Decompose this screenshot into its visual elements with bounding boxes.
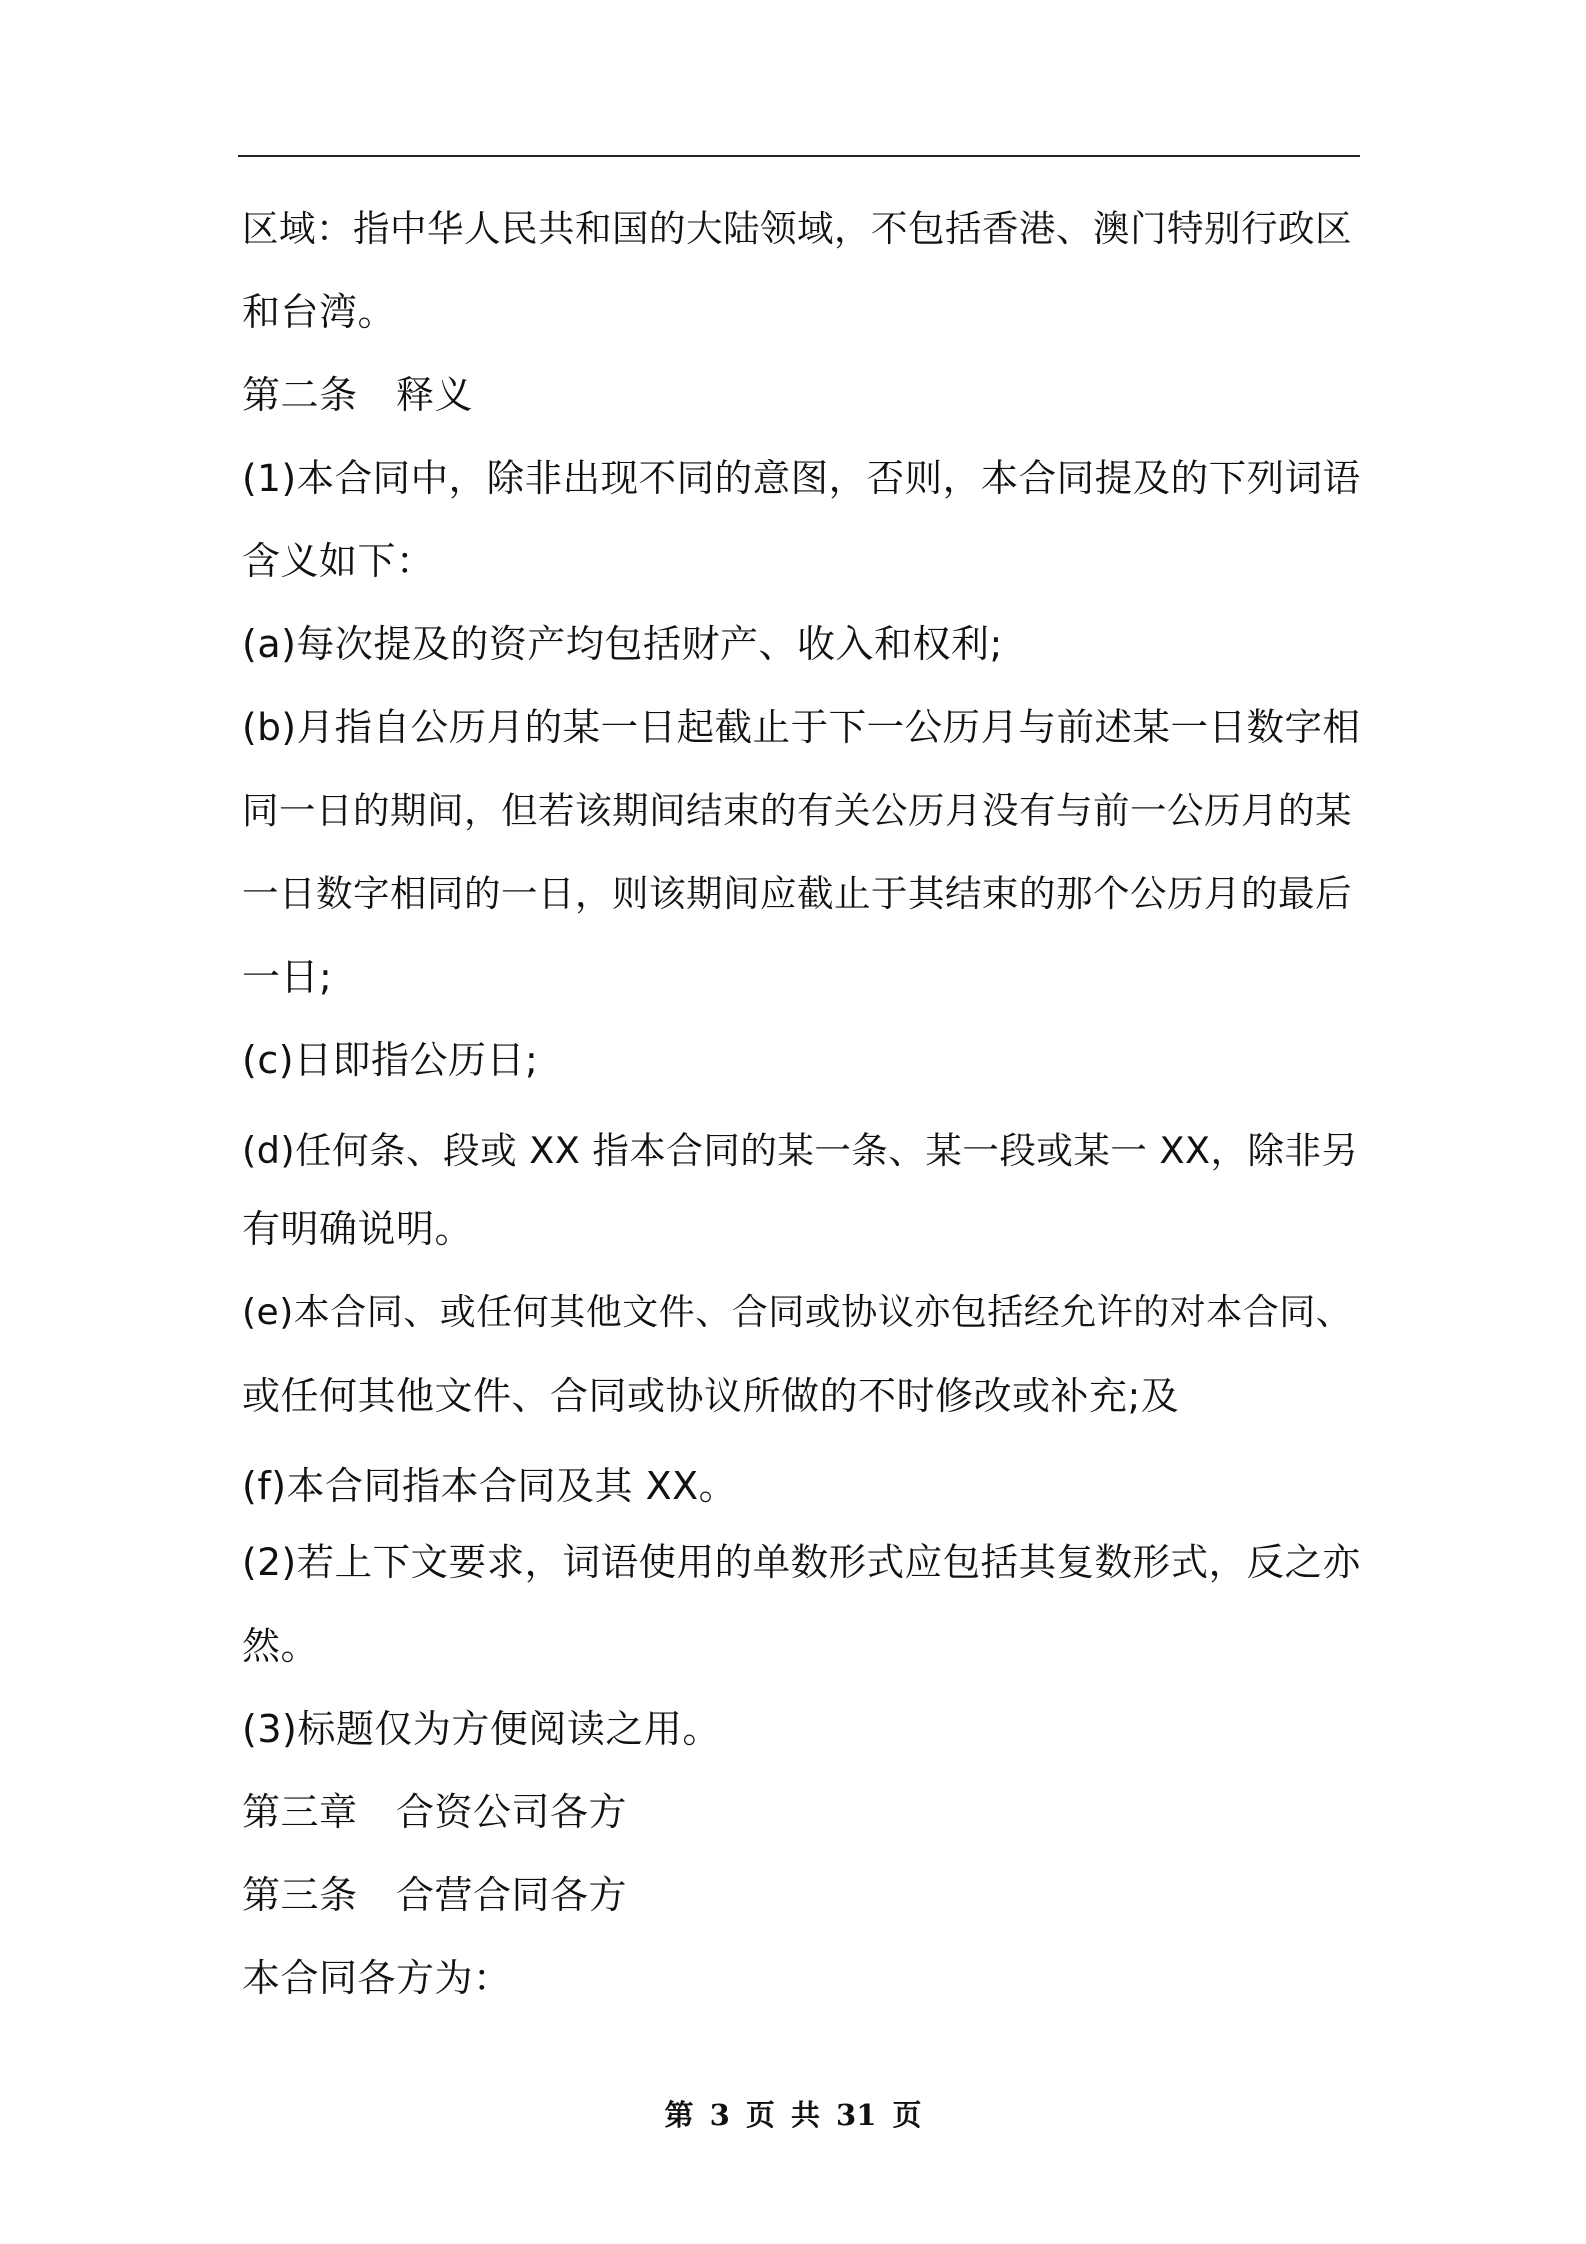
text-line: (c)日即指公历日; (242, 1038, 539, 1082)
text-line: 同一日的期间，但若该期间结束的有关公历月没有与前一公历月的某 (242, 789, 1352, 832)
article-heading: 第二条 释义 (242, 373, 474, 417)
text-line: (e)本合同、或任何其他文件、合同或协议亦包括经允许的对本合同、 (242, 1292, 1353, 1333)
text-line: 一日数字相同的一日，则该期间应截止于其结束的那个公历月的最后 (242, 872, 1352, 915)
text-line: (b)月指自公历月的某一日起截止于下一公历月与前述某一日数字相 (242, 705, 1361, 749)
chapter-heading: 第三章 合资公司各方 (242, 1790, 628, 1834)
header-divider (238, 155, 1360, 157)
text-line: 和台湾。 (242, 290, 397, 334)
text-line: (a)每次提及的资产均包括财产、收入和权利; (242, 622, 1003, 666)
text-line: 含义如下： (242, 539, 435, 583)
text-line: 有明确说明。 (242, 1207, 474, 1251)
text-line: 本合同各方为： (242, 1956, 512, 2000)
text-line: (3)标题仅为方便阅读之用。 (242, 1707, 721, 1751)
article-heading: 第三条 合营合同各方 (242, 1873, 628, 1917)
text-line: 一日; (242, 955, 333, 999)
text-line: 区域：指中华人民共和国的大陆领域，不包括香港、澳门特别行政区 (242, 207, 1352, 250)
text-line: 或任何其他文件、合同或协议所做的不时修改或补充;及 (242, 1374, 1180, 1418)
text-line: (d)任何条、段或 XX 指本合同的某一条、某一段或某一 XX，除非另 (242, 1129, 1359, 1172)
text-line: (1)本合同中，除非出现不同的意图，否则，本合同提及的下列词语 (242, 456, 1361, 500)
text-line: 然。 (242, 1624, 320, 1668)
page-number: 第 3 页 共 31 页 (664, 2098, 922, 2132)
text-line: (2)若上下文要求，词语使用的单数形式应包括其复数形式，反之亦 (242, 1540, 1361, 1584)
text-line: (f)本合同指本合同及其 XX。 (242, 1464, 738, 1508)
